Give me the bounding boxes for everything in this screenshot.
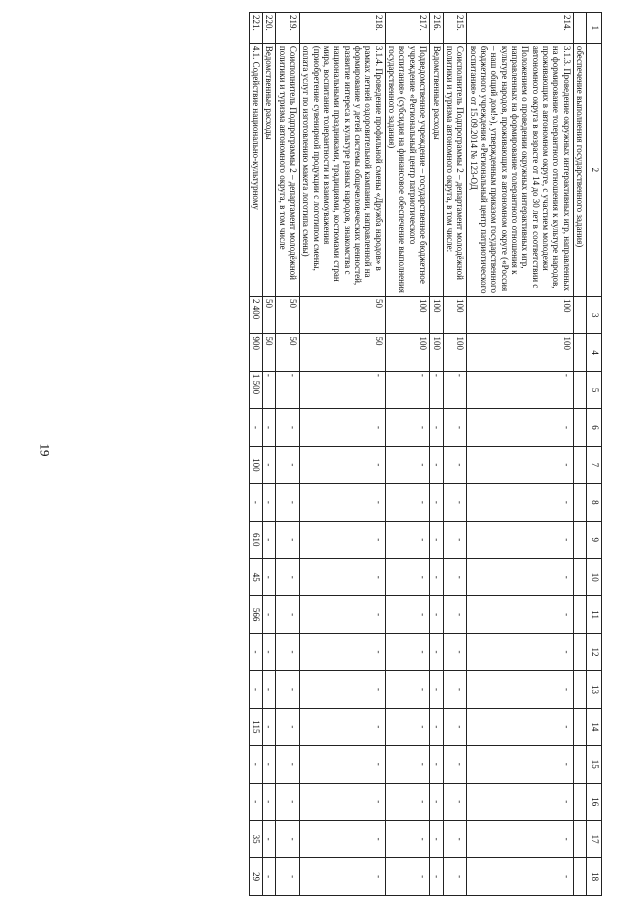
- table-cell: -: [430, 409, 443, 446]
- table-cell: -: [300, 633, 386, 670]
- table-cell: -: [276, 783, 300, 820]
- table-cell: -: [430, 820, 443, 857]
- table-cell: [573, 446, 586, 483]
- table-cell: -: [467, 446, 573, 483]
- table-cell: -: [385, 521, 429, 558]
- row-name: Ведомственные расходы: [263, 43, 276, 296]
- table-cell: -: [300, 484, 386, 521]
- table-cell: -: [443, 596, 467, 633]
- table-cell: -: [249, 409, 262, 446]
- table-cell: -: [443, 521, 467, 558]
- table-cell: -: [300, 858, 386, 896]
- table-cell: -: [300, 409, 386, 446]
- table-cell: -: [300, 820, 386, 857]
- table-cell: -: [385, 446, 429, 483]
- table-cell: 50: [263, 297, 276, 334]
- table-cell: -: [263, 446, 276, 483]
- table-cell: -: [430, 783, 443, 820]
- rotated-page: [72, 12, 602, 896]
- row-number: [573, 13, 586, 44]
- table-cell: 115: [249, 708, 262, 745]
- row-number: 220.: [263, 13, 276, 44]
- table-cell: -: [300, 371, 386, 408]
- table-cell: -: [467, 708, 573, 745]
- table-cell: -: [276, 409, 300, 446]
- table-cell: -: [385, 558, 429, 595]
- column-header: 5: [587, 371, 602, 408]
- table-cell: -: [385, 596, 429, 633]
- column-header: 7: [587, 446, 602, 483]
- table-cell: 100: [443, 334, 467, 371]
- column-header: 12: [587, 633, 602, 670]
- table-cell: -: [443, 371, 467, 408]
- row-name: 3.1.3. Проведение окружных интерактивных игр, направленных на формирование толерантного отношения к культуре народов, проживающих в автономном округе, с участием молодежи автономного округа в возрасте от 14 до 30 лет в соответствии с Положением о проведении окружных интерактивных игр, направленных на формирование толерантного отношения к культуре народов, проживающих в автономном округе («Россия – наш общий дом!»), утвержденным приказом государственного бюджетного учреждения «Региональный центр патриотического воспитания» от 15.09.2014 № 123-ОД: [467, 43, 573, 296]
- table-cell: -: [385, 783, 429, 820]
- column-header: 11: [587, 596, 602, 633]
- table-cell: 50: [276, 297, 300, 334]
- table-cell: -: [263, 596, 276, 633]
- table-cell: -: [467, 521, 573, 558]
- table-cell: -: [443, 820, 467, 857]
- table-cell: -: [263, 371, 276, 408]
- table-cell: [573, 783, 586, 820]
- table-cell: 100: [385, 334, 429, 371]
- table-cell: -: [385, 671, 429, 708]
- page-number: 19: [37, 443, 53, 457]
- table-cell: -: [263, 858, 276, 896]
- table-cell: [573, 858, 586, 896]
- table-cell: -: [276, 746, 300, 783]
- table-cell: -: [467, 409, 573, 446]
- table-cell: 900: [249, 334, 262, 371]
- table-cell: -: [467, 633, 573, 670]
- table-cell: -: [430, 633, 443, 670]
- table-row: [263, 13, 276, 896]
- table-cell: -: [263, 708, 276, 745]
- column-header: 3: [587, 297, 602, 334]
- header-row: [587, 13, 602, 896]
- row-name: обеспечение выполнения государственного задания): [573, 43, 586, 296]
- row-name: 3.1.4. Проведение профильной смены «Дружба народов» в рамках летней оздоровительной кампании, направленной на формирование у детей системы общечеловеческих ценностей, развитие интереса к культуре разных народов, знакомства с национальными праздниками, традициями, костюмами стран мира, воспитание толерантности и взаимоуважения (приобретение сувенирной продукции с логотипом смены, оплата услуг по изготовлению макета логотипа смены): [300, 43, 386, 296]
- table-cell: -: [276, 558, 300, 595]
- column-header: 1: [587, 13, 602, 44]
- column-header: 9: [587, 521, 602, 558]
- table-cell: [573, 521, 586, 558]
- table-cell: [573, 371, 586, 408]
- table-cell: 1 500: [249, 371, 262, 408]
- table-cell: -: [385, 708, 429, 745]
- table-cell: -: [430, 671, 443, 708]
- table-cell: [573, 708, 586, 745]
- table-cell: -: [430, 558, 443, 595]
- table-cell: -: [300, 596, 386, 633]
- table-cell: -: [263, 746, 276, 783]
- table-cell: -: [385, 484, 429, 521]
- table-cell: -: [467, 746, 573, 783]
- table-cell: [573, 297, 586, 334]
- table-cell: -: [300, 746, 386, 783]
- table-cell: -: [263, 633, 276, 670]
- table-cell: 100: [443, 297, 467, 334]
- table-cell: -: [443, 484, 467, 521]
- column-header: 8: [587, 484, 602, 521]
- row-name: Подведомственное учреждение – государственное бюджетное учреждение «Региональный центр патриотического воспитания» (субсидия на финансовое обеспечение выполнения государственного задания): [385, 43, 429, 296]
- table-cell: -: [276, 521, 300, 558]
- table-cell: -: [430, 371, 443, 408]
- table-cell: 100: [467, 334, 573, 371]
- row-name: Ведомственные расходы: [430, 43, 443, 296]
- column-header: 15: [587, 746, 602, 783]
- table-cell: -: [430, 521, 443, 558]
- table-cell: -: [249, 671, 262, 708]
- row-number: 221.: [249, 13, 262, 44]
- table-cell: -: [385, 371, 429, 408]
- table-cell: -: [430, 746, 443, 783]
- table-cell: [573, 746, 586, 783]
- column-header: 6: [587, 409, 602, 446]
- column-header: 18: [587, 858, 602, 896]
- table-cell: 50: [263, 334, 276, 371]
- table-cell: -: [385, 858, 429, 896]
- table-cell: [573, 484, 586, 521]
- table-cell: -: [467, 371, 573, 408]
- table-cell: -: [276, 371, 300, 408]
- table-cell: -: [263, 820, 276, 857]
- table-cell: -: [300, 521, 386, 558]
- row-name: 4.1. Содействие национально-культурному: [249, 43, 262, 296]
- table-cell: -: [276, 484, 300, 521]
- column-header: 2: [587, 43, 602, 296]
- table-cell: -: [263, 558, 276, 595]
- table-cell: -: [276, 820, 300, 857]
- table-row: [443, 13, 467, 896]
- budget-table: [249, 12, 602, 896]
- table-cell: -: [443, 409, 467, 446]
- table-cell: 100: [430, 334, 443, 371]
- table-row: [573, 13, 586, 896]
- row-number: 216.: [430, 13, 443, 44]
- table-cell: -: [263, 783, 276, 820]
- table-cell: -: [276, 596, 300, 633]
- table-cell: -: [276, 708, 300, 745]
- table-cell: -: [467, 671, 573, 708]
- table-cell: -: [443, 708, 467, 745]
- table-cell: -: [385, 746, 429, 783]
- table-cell: -: [467, 596, 573, 633]
- table-cell: -: [300, 783, 386, 820]
- column-header: 16: [587, 783, 602, 820]
- table-cell: -: [263, 671, 276, 708]
- table-cell: -: [467, 820, 573, 857]
- table-cell: -: [443, 446, 467, 483]
- table-cell: -: [263, 521, 276, 558]
- table-row: [249, 13, 262, 896]
- table-cell: -: [249, 783, 262, 820]
- table-cell: 29: [249, 858, 262, 896]
- table-cell: 100: [430, 297, 443, 334]
- table-cell: [573, 820, 586, 857]
- table-cell: -: [443, 858, 467, 896]
- table-cell: [573, 558, 586, 595]
- table-cell: -: [276, 671, 300, 708]
- table-cell: -: [385, 820, 429, 857]
- table-cell: [573, 596, 586, 633]
- table-cell: -: [263, 484, 276, 521]
- table-cell: [573, 671, 586, 708]
- table-row: [385, 13, 429, 896]
- table-cell: -: [385, 409, 429, 446]
- table-cell: -: [263, 409, 276, 446]
- table-cell: -: [443, 783, 467, 820]
- table-row: [430, 13, 443, 896]
- column-header: 14: [587, 708, 602, 745]
- table-cell: -: [467, 783, 573, 820]
- table-cell: -: [385, 633, 429, 670]
- table-cell: -: [430, 596, 443, 633]
- table-cell: 610: [249, 521, 262, 558]
- column-header: 13: [587, 671, 602, 708]
- table-cell: -: [276, 633, 300, 670]
- table-row: [276, 13, 300, 896]
- table-cell: 50: [300, 334, 386, 371]
- row-number: 217.: [385, 13, 429, 44]
- table-cell: 50: [300, 297, 386, 334]
- table-cell: -: [443, 633, 467, 670]
- table-cell: -: [430, 708, 443, 745]
- row-number: 215.: [443, 13, 467, 44]
- table-cell: 100: [385, 297, 429, 334]
- table-cell: 45: [249, 558, 262, 595]
- column-header: 10: [587, 558, 602, 595]
- table-row: [467, 13, 573, 896]
- table-cell: -: [276, 446, 300, 483]
- table-cell: -: [300, 671, 386, 708]
- table-cell: -: [430, 858, 443, 896]
- table-cell: [573, 633, 586, 670]
- table-cell: 35: [249, 820, 262, 857]
- table-cell: 100: [249, 446, 262, 483]
- row-name: Соисполнитель Подпрограммы 2 – департамент молодёжной политики и туризма автономного округа, в том числе: [276, 43, 300, 296]
- table-cell: 50: [276, 334, 300, 371]
- table-cell: -: [443, 671, 467, 708]
- table-cell: 566: [249, 596, 262, 633]
- table-cell: [573, 409, 586, 446]
- table-cell: -: [430, 446, 443, 483]
- table-cell: 2 400: [249, 297, 262, 334]
- table-cell: -: [467, 858, 573, 896]
- table-cell: -: [443, 746, 467, 783]
- table-cell: -: [467, 558, 573, 595]
- table-cell: -: [276, 858, 300, 896]
- column-header: 4: [587, 334, 602, 371]
- table-cell: -: [249, 484, 262, 521]
- table-cell: 100: [467, 297, 573, 334]
- table-cell: -: [249, 633, 262, 670]
- row-number: 214.: [467, 13, 573, 44]
- table-row: [300, 13, 386, 896]
- column-header: 17: [587, 820, 602, 857]
- row-name: Соисполнитель Подпрограммы 2 – департамент молодёжной политики и туризма автономного округа, в том числе:: [443, 43, 467, 296]
- table-cell: -: [300, 708, 386, 745]
- table-cell: [573, 334, 586, 371]
- table-cell: -: [300, 558, 386, 595]
- table-cell: -: [249, 746, 262, 783]
- row-number: 218.: [300, 13, 386, 44]
- table-cell: -: [430, 484, 443, 521]
- row-number: 219.: [276, 13, 300, 44]
- table-cell: -: [300, 446, 386, 483]
- table-cell: -: [443, 558, 467, 595]
- table-cell: -: [467, 484, 573, 521]
- table-body: [249, 13, 586, 896]
